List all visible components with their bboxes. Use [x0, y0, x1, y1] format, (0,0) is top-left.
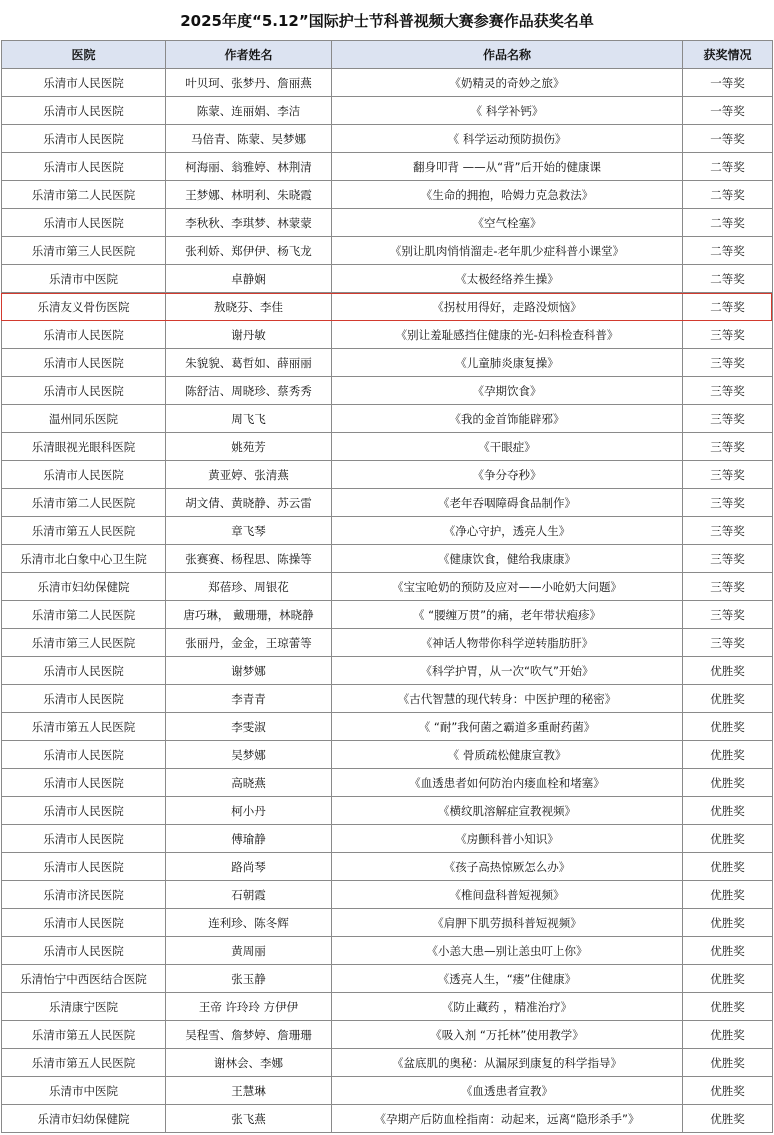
header-hospital: 医院: [2, 41, 166, 69]
cell-author: 姚苑芳: [166, 433, 332, 461]
cell-award: 三等奖: [683, 377, 773, 405]
cell-work-title: 《小恙大患—别让恙虫叮上你》: [332, 937, 683, 965]
cell-award: 优胜奖: [683, 1077, 773, 1105]
table-row: [2, 545, 773, 573]
cell-hospital: 乐清市北白象中心卫生院: [2, 545, 166, 573]
cell-author: 谢丹敏: [166, 321, 332, 349]
table-row: [2, 321, 773, 349]
cell-work-title: 《孩子高热惊厥怎么办》: [332, 853, 683, 881]
table-row: [2, 937, 773, 965]
cell-author: 周飞飞: [166, 405, 332, 433]
cell-author: 卓静娴: [166, 265, 332, 293]
cell-work-title: 《血透患者宣教》: [332, 1077, 683, 1105]
table-row: [2, 965, 773, 993]
cell-award: 优胜奖: [683, 909, 773, 937]
header-award: 获奖情况: [683, 41, 773, 69]
cell-award: 优胜奖: [683, 965, 773, 993]
cell-hospital: 乐清市第二人民医院: [2, 181, 166, 209]
table-row: [2, 629, 773, 657]
cell-hospital: 乐清市人民医院: [2, 97, 166, 125]
table-row: [2, 265, 773, 293]
cell-award: 二等奖: [683, 181, 773, 209]
cell-hospital: 乐清市人民医院: [2, 209, 166, 237]
table-row: [2, 685, 773, 713]
cell-author: 黄亚婷、张清燕: [166, 461, 332, 489]
cell-work-title: 《 科学补钙》: [332, 97, 683, 125]
cell-hospital: 乐清市第五人民医院: [2, 1021, 166, 1049]
cell-author: 章飞琴: [166, 517, 332, 545]
cell-hospital: 乐清市第五人民医院: [2, 1049, 166, 1077]
cell-award: 优胜奖: [683, 1105, 773, 1133]
cell-hospital: 乐清市第五人民医院: [2, 713, 166, 741]
cell-hospital: 乐清怡宁中西医结合医院: [2, 965, 166, 993]
cell-author: 胡文倩、黄晓静、苏云雷: [166, 489, 332, 517]
cell-hospital: 乐清市中医院: [2, 1077, 166, 1105]
cell-work-title: 《透亮人生，“瘘”住健康》: [332, 965, 683, 993]
cell-award: 二等奖: [683, 209, 773, 237]
table-row: [2, 209, 773, 237]
cell-hospital: 乐清市人民医院: [2, 685, 166, 713]
cell-work-title: 《干眼症》: [332, 433, 683, 461]
table-row: [2, 797, 773, 825]
cell-award: 三等奖: [683, 461, 773, 489]
cell-hospital: 乐清市妇幼保健院: [2, 1105, 166, 1133]
cell-work-title: 《别让羞耻感挡住健康的光-妇科检查科普》: [332, 321, 683, 349]
cell-work-title: 《净心守护，透亮人生》: [332, 517, 683, 545]
cell-author: 张飞燕: [166, 1105, 332, 1133]
cell-work-title: 《孕期饮食》: [332, 377, 683, 405]
table-row: [2, 517, 773, 545]
table-row: [2, 489, 773, 517]
cell-hospital: 乐清市人民医院: [2, 853, 166, 881]
cell-author: 吴程雪、詹梦婷、詹珊珊: [166, 1021, 332, 1049]
cell-award: 三等奖: [683, 601, 773, 629]
cell-hospital: 乐清市人民医院: [2, 321, 166, 349]
cell-award: 三等奖: [683, 405, 773, 433]
header-author: 作者姓名: [166, 41, 332, 69]
cell-author: 张利娇、郑伊伊、杨飞龙: [166, 237, 332, 265]
cell-award: 二等奖: [683, 153, 773, 181]
cell-work-title: 《健康饮食，健给我康康》: [332, 545, 683, 573]
cell-author: 谢梦娜: [166, 657, 332, 685]
table-row: [2, 825, 773, 853]
cell-hospital: 乐清市济民医院: [2, 881, 166, 909]
cell-award: 一等奖: [683, 97, 773, 125]
cell-hospital: 乐清市人民医院: [2, 657, 166, 685]
cell-work-title: 《老年吞咽障碍食品制作》: [332, 489, 683, 517]
cell-work-title: 《空气栓塞》: [332, 209, 683, 237]
cell-author: 石朝霞: [166, 881, 332, 909]
cell-hospital: 乐清市妇幼保健院: [2, 573, 166, 601]
table-header-row: [2, 41, 773, 69]
cell-award: 优胜奖: [683, 713, 773, 741]
cell-work-title: 《房颤科普小知识》: [332, 825, 683, 853]
cell-work-title: 《拐杖用得好，走路没烦恼》: [332, 293, 683, 321]
cell-author: 连利珍、陈冬辉: [166, 909, 332, 937]
cell-author: 王帝 许玲玲 方伊伊: [166, 993, 332, 1021]
document-title: 2025年度“5.12”国际护士节科普视频大赛参赛作品获奖名单: [180, 12, 594, 30]
cell-author: 马倍青、陈蒙、吴梦娜: [166, 125, 332, 153]
cell-award: 优胜奖: [683, 993, 773, 1021]
cell-hospital: 乐清市人民医院: [2, 825, 166, 853]
cell-author: 张玉静: [166, 965, 332, 993]
awards-table: [1, 40, 773, 1133]
cell-author: 王慧琳: [166, 1077, 332, 1105]
cell-work-title: 《我的金首饰能辟邪》: [332, 405, 683, 433]
cell-hospital: 乐清康宁医院: [2, 993, 166, 1021]
cell-work-title: 《别让肌肉悄悄溜走-老年肌少症科普小课堂》: [332, 237, 683, 265]
table-row: [2, 349, 773, 377]
table-row: [2, 1077, 773, 1105]
cell-work-title: 《奶精灵的奇妙之旅》: [332, 69, 683, 97]
cell-author: 黄周丽: [166, 937, 332, 965]
table-row: [2, 69, 773, 97]
cell-author: 谢林会、李娜: [166, 1049, 332, 1077]
cell-award: 三等奖: [683, 321, 773, 349]
cell-award: 二等奖: [683, 293, 773, 321]
table-row: [2, 881, 773, 909]
table-row: [2, 181, 773, 209]
table-row: [2, 1105, 773, 1133]
cell-hospital: 乐清市中医院: [2, 265, 166, 293]
header-work-title: 作品名称: [332, 41, 683, 69]
cell-award: 三等奖: [683, 629, 773, 657]
cell-hospital: 乐清市人民医院: [2, 461, 166, 489]
table-row: [2, 377, 773, 405]
cell-award: 三等奖: [683, 433, 773, 461]
cell-work-title: 《科学护胃，从一次“吹气”开始》: [332, 657, 683, 685]
cell-author: 敖晓芬、李佳: [166, 293, 332, 321]
table-row: [2, 153, 773, 181]
cell-author: 高晓燕: [166, 769, 332, 797]
cell-hospital: 乐清市人民医院: [2, 797, 166, 825]
table-row: [2, 433, 773, 461]
cell-author: 陈蒙、连丽娟、李洁: [166, 97, 332, 125]
cell-award: 优胜奖: [683, 1049, 773, 1077]
cell-hospital: 乐清市第二人民医院: [2, 601, 166, 629]
cell-hospital: 乐清市人民医院: [2, 769, 166, 797]
cell-hospital: 乐清市人民医院: [2, 69, 166, 97]
cell-award: 优胜奖: [683, 741, 773, 769]
cell-work-title: 《争分夺秒》: [332, 461, 683, 489]
cell-work-title: 《血透患者如何防治内瘘血栓和堵塞》: [332, 769, 683, 797]
cell-hospital: 乐清市人民医院: [2, 377, 166, 405]
cell-author: 吴梦娜: [166, 741, 332, 769]
cell-work-title: 《太极经络养生操》: [332, 265, 683, 293]
cell-award: 一等奖: [683, 69, 773, 97]
cell-author: 张丽丹，金金，王琼蕾等: [166, 629, 332, 657]
cell-author: 王梦娜、林明利、朱晓霞: [166, 181, 332, 209]
cell-work-title: 翻身叩背 ——从“背”后开始的健康课: [332, 153, 683, 181]
table-row: [2, 293, 773, 321]
cell-author: 朱貌貌、葛哲如、薛丽丽: [166, 349, 332, 377]
cell-work-title: 《吸入剂 “万托林”使用教学》: [332, 1021, 683, 1049]
cell-hospital: 乐清市第三人民医院: [2, 629, 166, 657]
table-row: [2, 461, 773, 489]
cell-author: 李秋秋、李琪梦、林蒙蒙: [166, 209, 332, 237]
cell-award: 三等奖: [683, 573, 773, 601]
table-row: [2, 657, 773, 685]
cell-work-title: 《防止藏药 ，精准治疗》: [332, 993, 683, 1021]
cell-award: 三等奖: [683, 545, 773, 573]
table-row: [2, 713, 773, 741]
cell-author: 傅瑜静: [166, 825, 332, 853]
cell-hospital: 乐清市人民医院: [2, 153, 166, 181]
table-body: [2, 69, 773, 1133]
cell-hospital: 乐清市人民医院: [2, 937, 166, 965]
table-row: [2, 573, 773, 601]
cell-author: 李雯淑: [166, 713, 332, 741]
table-row: [2, 909, 773, 937]
table-row: [2, 993, 773, 1021]
cell-work-title: 《 骨质疏松健康宣教》: [332, 741, 683, 769]
cell-author: 李青青: [166, 685, 332, 713]
cell-award: 优胜奖: [683, 769, 773, 797]
table-row: [2, 405, 773, 433]
cell-hospital: 乐清市第三人民医院: [2, 237, 166, 265]
table-row: [2, 741, 773, 769]
table-row: [2, 853, 773, 881]
cell-award: 二等奖: [683, 265, 773, 293]
cell-work-title: 《肩胛下肌劳损科普短视频》: [332, 909, 683, 937]
cell-award: 二等奖: [683, 237, 773, 265]
cell-work-title: 《 “耐”我何菌之霸道多重耐药菌》: [332, 713, 683, 741]
cell-work-title: 《盆底肌的奥秘：从漏尿到康复的科学指导》: [332, 1049, 683, 1077]
cell-award: 优胜奖: [683, 685, 773, 713]
cell-award: 优胜奖: [683, 937, 773, 965]
cell-award: 优胜奖: [683, 853, 773, 881]
cell-work-title: 《生命的拥抱，哈姆力克急救法》: [332, 181, 683, 209]
cell-award: 三等奖: [683, 489, 773, 517]
cell-author: 张赛赛、杨程思、陈操等: [166, 545, 332, 573]
cell-work-title: 《古代智慧的现代转身：中医护理的秘密》: [332, 685, 683, 713]
cell-hospital: 乐清市第二人民医院: [2, 489, 166, 517]
cell-author: 叶贝珂、张梦丹、詹丽燕: [166, 69, 332, 97]
cell-author: 柯小丹: [166, 797, 332, 825]
table-row: [2, 125, 773, 153]
cell-award: 优胜奖: [683, 881, 773, 909]
table-row: [2, 1049, 773, 1077]
cell-work-title: 《神话人物带你科学逆转脂肪肝》: [332, 629, 683, 657]
cell-work-title: 《 科学运动预防损伤》: [332, 125, 683, 153]
table-row: [2, 601, 773, 629]
cell-hospital: 温州同乐医院: [2, 405, 166, 433]
cell-award: 优胜奖: [683, 825, 773, 853]
cell-hospital: 乐清市第五人民医院: [2, 517, 166, 545]
cell-hospital: 乐清友义骨伤医院: [2, 293, 166, 321]
cell-hospital: 乐清市人民医院: [2, 741, 166, 769]
table-row: [2, 237, 773, 265]
cell-author: 郑蓓珍、周银花: [166, 573, 332, 601]
cell-author: 唐巧琳， 戴珊珊，林晓静: [166, 601, 332, 629]
cell-hospital: 乐清市人民医院: [2, 125, 166, 153]
cell-work-title: 《儿童肺炎康复操》: [332, 349, 683, 377]
table-row: [2, 1021, 773, 1049]
cell-author: 路尚琴: [166, 853, 332, 881]
cell-hospital: 乐清眼视光眼科医院: [2, 433, 166, 461]
cell-work-title: 《椎间盘科普短视频》: [332, 881, 683, 909]
cell-award: 优胜奖: [683, 657, 773, 685]
cell-author: 柯海丽、翁雅婷、林荆清: [166, 153, 332, 181]
cell-work-title: 《 “腰缠万贯”的痛，老年带状疱疹》: [332, 601, 683, 629]
cell-author: 陈舒洁、周晓珍、蔡秀秀: [166, 377, 332, 405]
table-row: [2, 769, 773, 797]
cell-award: 三等奖: [683, 517, 773, 545]
cell-award: 优胜奖: [683, 1021, 773, 1049]
cell-award: 一等奖: [683, 125, 773, 153]
cell-work-title: 《横纹肌溶解症宣教视频》: [332, 797, 683, 825]
cell-hospital: 乐清市人民医院: [2, 349, 166, 377]
table-row: [2, 97, 773, 125]
cell-work-title: 《孕期产后防血栓指南：动起来，远离“隐形杀手”》: [332, 1105, 683, 1133]
cell-award: 优胜奖: [683, 797, 773, 825]
cell-award: 三等奖: [683, 349, 773, 377]
cell-work-title: 《宝宝呛奶的预防及应对——小呛奶大问题》: [332, 573, 683, 601]
cell-hospital: 乐清市人民医院: [2, 909, 166, 937]
